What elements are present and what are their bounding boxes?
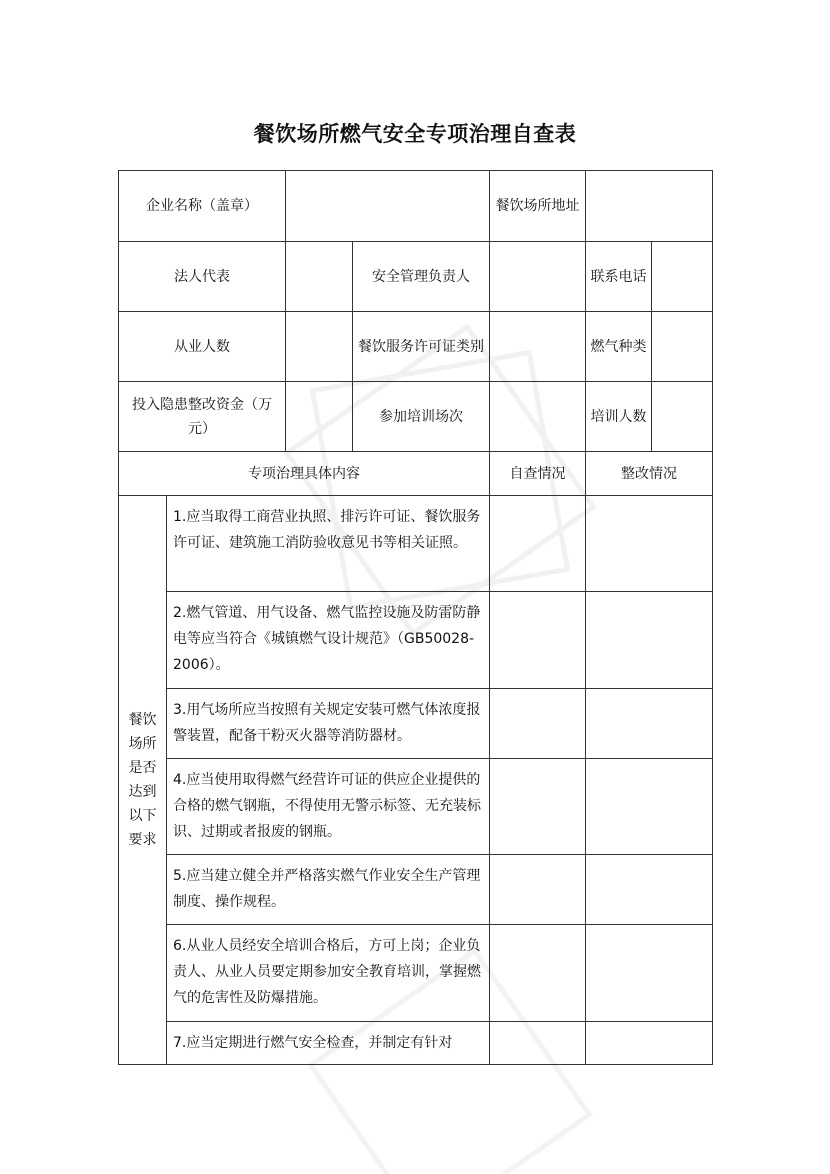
table-row xyxy=(119,855,713,925)
trainees-label: 培训人数 xyxy=(586,382,652,452)
row-section-header xyxy=(119,452,713,496)
license-type-field[interactable] xyxy=(490,312,586,382)
safety-manager-label: 安全管理负责人 xyxy=(353,242,490,312)
staff-count-label: 从业人数 xyxy=(119,312,286,382)
category-label: 餐饮场所是否达到以下要求 xyxy=(119,496,167,1065)
table-row xyxy=(119,689,713,759)
requirement-item: 4.应当使用取得燃气经营许可证的供应企业提供的合格的燃气钢瓶，不得使用无警示标签、无充装标识、过期或者报废的钢瓶。 xyxy=(167,759,490,855)
table-row xyxy=(119,759,713,855)
rectification-cell[interactable] xyxy=(586,592,713,689)
legal-rep-label: 法人代表 xyxy=(119,242,286,312)
investment-field[interactable] xyxy=(286,382,353,452)
rectification-cell[interactable] xyxy=(586,855,713,925)
row-company xyxy=(119,171,713,242)
gas-type-field[interactable] xyxy=(652,312,713,382)
self-check-cell[interactable] xyxy=(490,925,586,1022)
row-investment xyxy=(119,382,713,452)
trainees-field[interactable] xyxy=(652,382,713,452)
table-row xyxy=(119,592,713,689)
address-field[interactable] xyxy=(586,171,713,242)
rectification-header: 整改情况 xyxy=(586,452,713,496)
investment-label: 投入隐患整改资金（万元） xyxy=(119,382,286,452)
training-sessions-label: 参加培训场次 xyxy=(353,382,490,452)
company-name-label: 企业名称（盖章） xyxy=(119,171,286,242)
company-name-field[interactable] xyxy=(286,171,490,242)
phone-label: 联系电话 xyxy=(586,242,652,312)
rectification-cell[interactable] xyxy=(586,689,713,759)
training-sessions-field[interactable] xyxy=(490,382,586,452)
requirement-item: 5.应当建立健全并严格落实燃气作业安全生产管理制度、操作规程。 xyxy=(167,855,490,925)
table-row xyxy=(119,1022,713,1065)
table-row xyxy=(119,925,713,1022)
self-check-cell[interactable] xyxy=(490,759,586,855)
self-check-cell[interactable] xyxy=(490,496,586,592)
row-legal-rep xyxy=(119,242,713,312)
requirement-item: 6.从业人员经安全培训合格后，方可上岗；企业负责人、从业人员要定期参加安全教育培训，掌握燃气的危害性及防爆措施。 xyxy=(167,925,490,1022)
rectification-cell[interactable] xyxy=(586,496,713,592)
self-check-cell[interactable] xyxy=(490,689,586,759)
requirement-item: 7.应当定期进行燃气安全检查，并制定有针对 xyxy=(167,1022,490,1065)
legal-rep-field[interactable] xyxy=(286,242,353,312)
phone-field[interactable] xyxy=(652,242,713,312)
requirement-item: 2.燃气管道、用气设备、燃气监控设施及防雷防静电等应当符合《城镇燃气设计规范》（GB50028-2006）。 xyxy=(167,592,490,689)
rectification-cell[interactable] xyxy=(586,925,713,1022)
self-check-form xyxy=(118,170,713,1065)
self-check-cell[interactable] xyxy=(490,855,586,925)
address-label: 餐饮场所地址 xyxy=(490,171,586,242)
requirement-item: 3.用气场所应当按照有关规定安装可燃气体浓度报警装置，配备干粉灭火器等消防器材。 xyxy=(167,689,490,759)
rectification-cell[interactable] xyxy=(586,759,713,855)
rectification-cell[interactable] xyxy=(586,1022,713,1065)
gas-type-label: 燃气种类 xyxy=(586,312,652,382)
self-check-header: 自查情况 xyxy=(490,452,586,496)
page-title: 餐饮场所燃气安全专项治理自查表 xyxy=(253,122,577,146)
staff-count-field[interactable] xyxy=(286,312,353,382)
self-check-cell[interactable] xyxy=(490,592,586,689)
content-header: 专项治理具体内容 xyxy=(119,452,490,496)
row-staff xyxy=(119,312,713,382)
license-type-label: 餐饮服务许可证类别 xyxy=(353,312,490,382)
requirement-item: 1.应当取得工商营业执照、排污许可证、餐饮服务许可证、建筑施工消防验收意见书等相关证照。 xyxy=(167,496,490,592)
table-row xyxy=(119,496,713,592)
self-check-cell[interactable] xyxy=(490,1022,586,1065)
safety-manager-field[interactable] xyxy=(490,242,586,312)
